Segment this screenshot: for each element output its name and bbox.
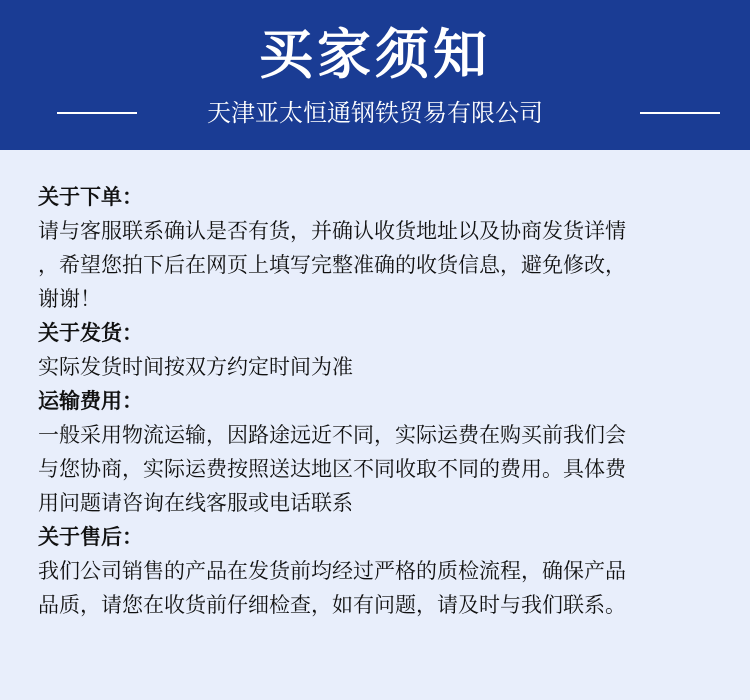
page-title: 买家须知	[259, 23, 491, 86]
section-freight-line-1: 一般采用物流运输，因路途远近不同，实际运费在购买前我们会	[38, 423, 626, 447]
section-heading-order: 关于下单：	[38, 185, 143, 209]
section-shipping-line-1: 实际发货时间按双方约定时间为准	[38, 355, 353, 379]
section-heading-shipping: 关于发货：	[38, 321, 143, 345]
section-aftersale-line-1: 我们公司销售的产品在发货前均经过严格的质检流程，确保产品	[38, 559, 626, 583]
section-order-line-2: ，希望您拍下后在网页上填写完整准确的收货信息，避免修改，	[38, 253, 626, 277]
notice-content	[0, 150, 750, 700]
section-freight-line-2: 与您协商，实际运费按照送达地区不同收取不同的费用。具体费	[38, 457, 626, 481]
header-banner	[0, 0, 750, 150]
company-name: 天津亚太恒通钢铁贸易有限公司	[207, 99, 543, 127]
section-heading-freight: 运输费用：	[38, 389, 143, 413]
section-freight-line-3: 用问题请咨询在线客服或电话联系	[38, 491, 353, 515]
section-order-line-1: 请与客服联系确认是否有货，并确认收货地址以及协商发货详情	[38, 219, 626, 243]
notice-body	[38, 180, 718, 622]
section-order-line-3: 谢谢！	[38, 287, 101, 311]
section-aftersale-line-2: 品质，请您在收货前仔细检查，如有问题，请及时与我们联系。	[38, 593, 626, 617]
right-divider	[640, 112, 720, 114]
section-heading-aftersale: 关于售后：	[38, 525, 143, 549]
